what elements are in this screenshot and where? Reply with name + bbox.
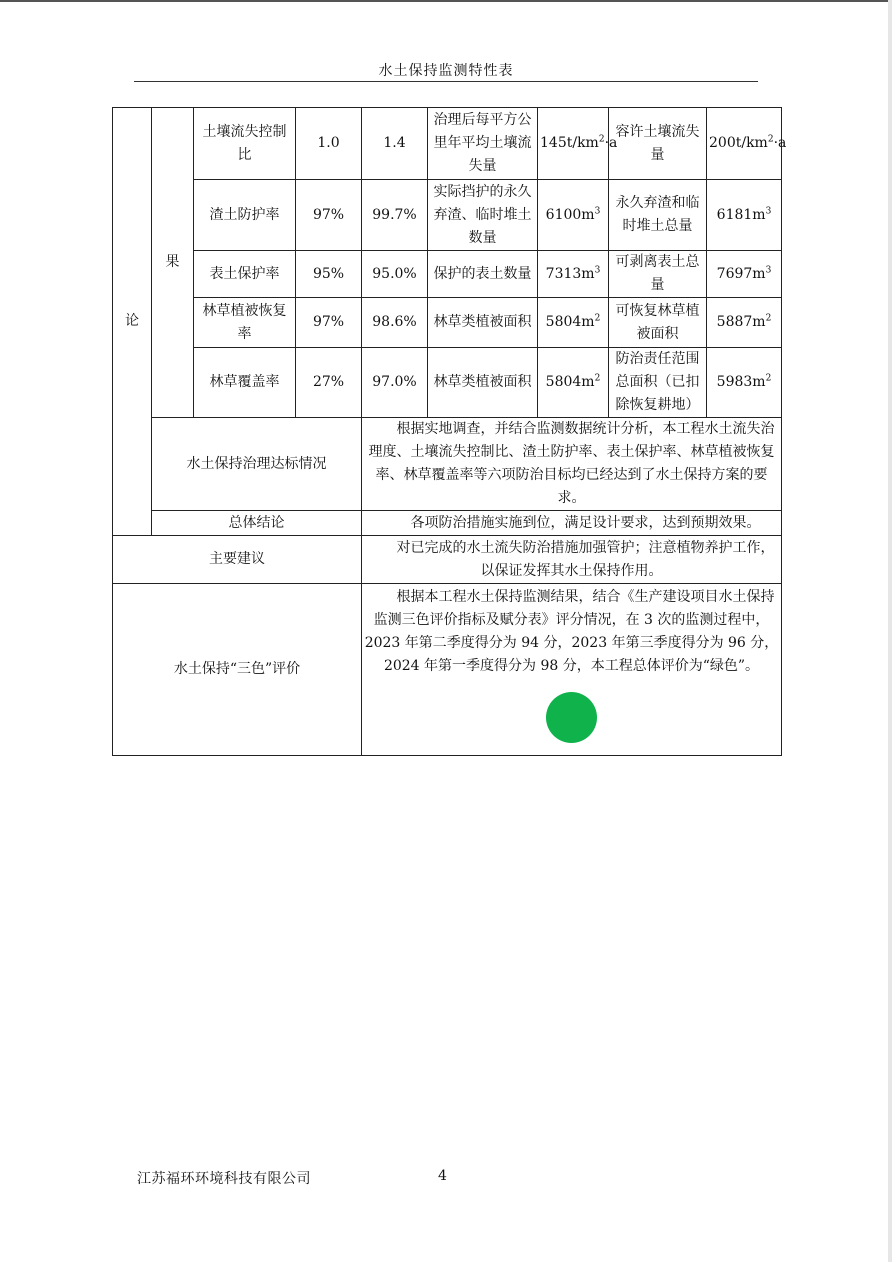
standard-label: 水土保持治理达标情况 xyxy=(152,418,362,511)
basis1-name: 实际挡护的永久弃渣、临时堆土数量 xyxy=(428,180,538,251)
basis1-value: $7313m^3$ xyxy=(538,251,609,298)
table-row xyxy=(113,348,782,418)
table-row xyxy=(113,536,782,584)
basis1-value: $5804m^2$ xyxy=(538,348,609,418)
table-row xyxy=(113,418,782,511)
page-top-border xyxy=(0,0,892,2)
indicator-actual: 98.6% xyxy=(362,298,428,348)
conclusion-label-cell: 论 xyxy=(113,108,152,536)
evaluation-text: 根据本工程水土保持监测结果，结合《生产建设项目水土保持监测三色评价指标及赋分表》评分情况，在 3 次的监测过程中，2023 年第二季度得分为 94 分，2023 年第三季度得分为 96 分，2024 年第一季度得分为 98 分，本工程总体评价为“绿色”。 xyxy=(364,589,779,674)
basis1-name: 林草类植被面积 xyxy=(428,298,538,348)
basis1-value: $6100m^3$ xyxy=(538,180,609,251)
table-row xyxy=(113,251,782,298)
overall-label: 总体结论 xyxy=(152,511,362,536)
monitoring-characteristics-table xyxy=(112,107,787,756)
indicator-actual: 1.4 xyxy=(362,108,428,180)
basis1-value: $5804m^2$ xyxy=(538,298,609,348)
table-row xyxy=(113,298,782,348)
indicator-name: 林草植被恢复率 xyxy=(194,298,296,348)
indicator-name: 林草覆盖率 xyxy=(194,348,296,418)
result-label-cell: 果 xyxy=(152,108,194,418)
basis2-name: 防治责任范围总面积（已扣除恢复耕地） xyxy=(609,348,707,418)
table-row xyxy=(113,511,782,536)
basis2-value: $5983m^2$ xyxy=(707,348,782,418)
indicator-name: 渣土防护率 xyxy=(194,180,296,251)
basis2-name: 永久弃渣和临时堆土总量 xyxy=(609,180,707,251)
indicator-actual: 97.0% xyxy=(362,348,428,418)
indicator-actual: 95.0% xyxy=(362,251,428,298)
evaluation-label: 水土保持“三色”评价 xyxy=(113,584,362,756)
indicator-target: 27% xyxy=(296,348,362,418)
basis2-value: $5887m^2$ xyxy=(707,298,782,348)
basis2-name: 容许土壤流失量 xyxy=(609,108,707,180)
table-row xyxy=(113,108,782,180)
basis2-value: $200t/km^2\cdot a$ xyxy=(707,108,782,180)
basis2-name: 可剥离表土总量 xyxy=(609,251,707,298)
basis2-value: $6181m^3$ xyxy=(707,180,782,251)
basis1-name: 治理后每平方公里年平均土壤流失量 xyxy=(428,108,538,180)
basis1-name: 保护的表土数量 xyxy=(428,251,538,298)
suggestion-text: 对已完成的水土流失防治措施加强管护；注意植物养护工作，以保证发挥其水土保持作用。 xyxy=(362,536,782,584)
footer-company: 江苏福环环境科技有限公司 xyxy=(137,1171,311,1187)
suggestion-label: 主要建议 xyxy=(113,536,362,584)
overall-text: 各项防治措施实施到位，满足设计要求，达到预期效果。 xyxy=(362,511,782,536)
indicator-target: 1.0 xyxy=(296,108,362,180)
basis1-name: 林草类植被面积 xyxy=(428,348,538,418)
page-header-title: 水土保持监测特性表 xyxy=(378,63,514,79)
evaluation-cell xyxy=(362,584,782,756)
indicator-target: 97% xyxy=(296,298,362,348)
indicator-target: 95% xyxy=(296,251,362,298)
standard-text: 根据实地调查，并结合监测数据统计分析，本工程水土流失治理度、土壤流失控制比、渣土防护率、表土保护率、林草植被恢复率、林草覆盖率等六项防治目标均已经达到了水土保持方案的要求。 xyxy=(362,418,782,511)
basis1-value: $145t/km^2\cdot a$ xyxy=(538,108,609,180)
basis2-value: $7697m^3$ xyxy=(707,251,782,298)
green-rating-indicator xyxy=(546,692,597,743)
table-row xyxy=(113,180,782,251)
table-row xyxy=(113,584,782,756)
basis2-name: 可恢复林草植被面积 xyxy=(609,298,707,348)
indicator-name: 土壤流失控制比 xyxy=(194,108,296,180)
indicator-name: 表土保护率 xyxy=(194,251,296,298)
header-rule xyxy=(134,81,758,82)
footer-page-number: 4 xyxy=(438,1168,447,1184)
indicator-target: 97% xyxy=(296,180,362,251)
indicator-actual: 99.7% xyxy=(362,180,428,251)
page-right-shadow xyxy=(888,0,892,1262)
